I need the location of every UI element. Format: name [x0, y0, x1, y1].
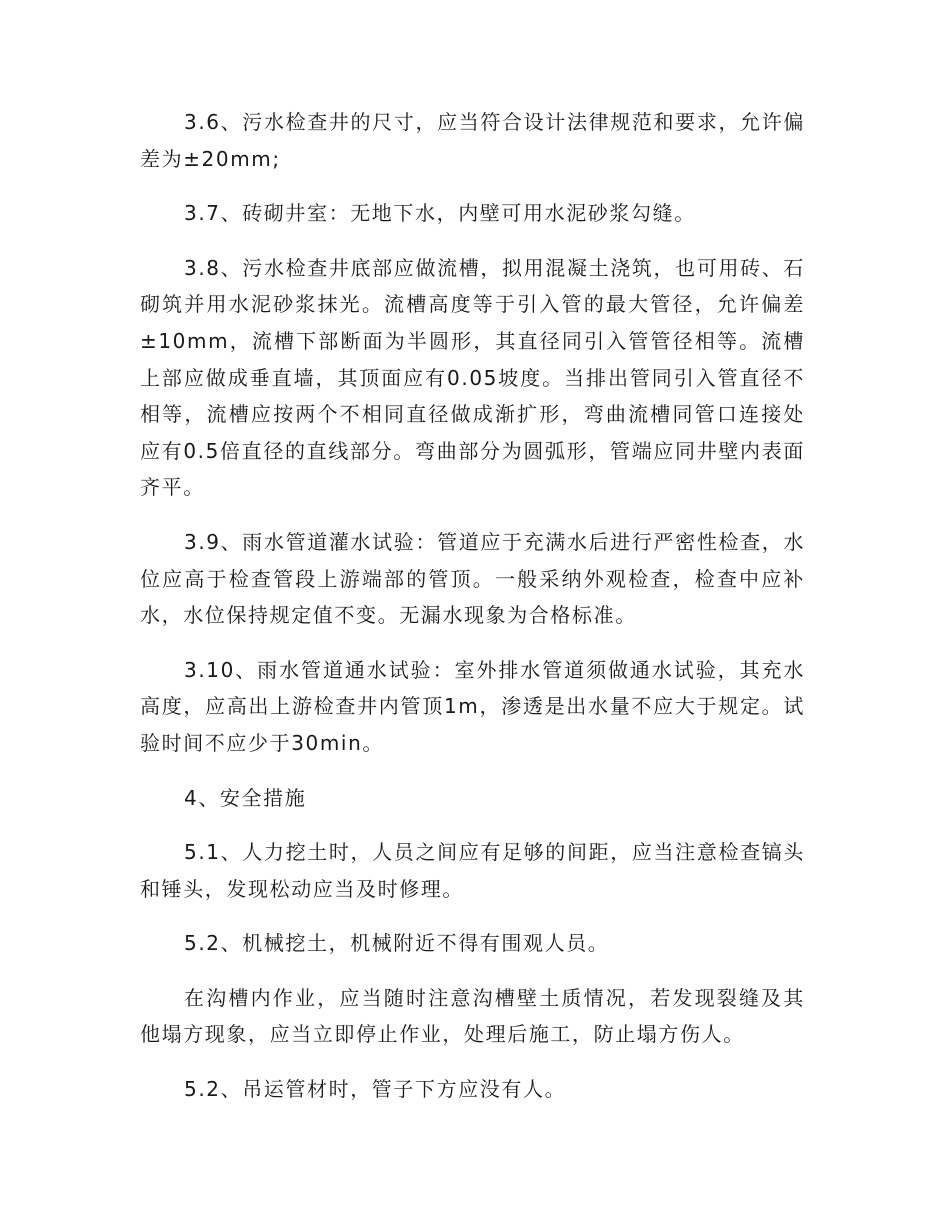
section-heading-safety: 4、安全措施 — [184, 785, 307, 810]
paragraph-3-7: 3.7、砖砌井室：无地下水，内壁可用水泥砂浆勾缝。 — [184, 201, 696, 226]
paragraph-5-2-lifting: 5.2、吊运管材时，管子下方应没有人。 — [184, 1077, 567, 1102]
paragraph-trench-work: 在沟槽内作业，应当随时注意沟槽壁土质情况，若发现裂缝及其他塌方现象，应当立即停止作业，处理后施工，防止塌方伤人。 — [140, 985, 805, 1047]
paragraph-3-9: 3.9、雨水管道灌水试验：管道应于充满水后进行严密性检查，水位应高于检查管段上游端部的管顶。一般采纳外观检查，检查中应补水，水位保持规定值不变。无漏水现象为合格标准。 — [140, 529, 805, 628]
paragraph-5-1: 5.1、人力挖土时，人员之间应有足够的间距，应当注意检查镐头和锤头，发现松动应当及时修理。 — [140, 840, 805, 901]
paragraph-3-8: 3.8、污水检查井底部应做流槽，拟用混凝土浇筑，也可用砖、石砌筑并用水泥砂浆抹光。流槽高度等于引入管的最大管径，允许偏差±10mm，流槽下部断面为半圆形，其直径同引入管管径相等。流槽上部应做成垂直墙，其顶面应有0.05坡度。当排出管同引入管直径不相等，流槽应按两个不相同直径做成渐扩形，弯曲流槽同管口连接处应有0.5倍直径的直线部分。弯曲部分为圆弧形，管端应同井壁内表面齐平。 — [140, 255, 805, 500]
paragraph-3-6: 3.6、污水检查井的尺寸，应当符合设计法律规范和要求，允许偏差为±20mm; — [140, 110, 805, 171]
paragraph-3-10: 3.10、雨水管道通水试验：室外排水管道须做通水试验，其充水高度，应高出上游检查井内管顶1m，渗透是出水量不应大于规定。试验时间不应少于30min。 — [140, 657, 805, 755]
paragraph-5-2-machinery: 5.2、机械挖土，机械附近不得有围观人员。 — [184, 931, 610, 956]
document-body — [140, 104, 805, 1108]
